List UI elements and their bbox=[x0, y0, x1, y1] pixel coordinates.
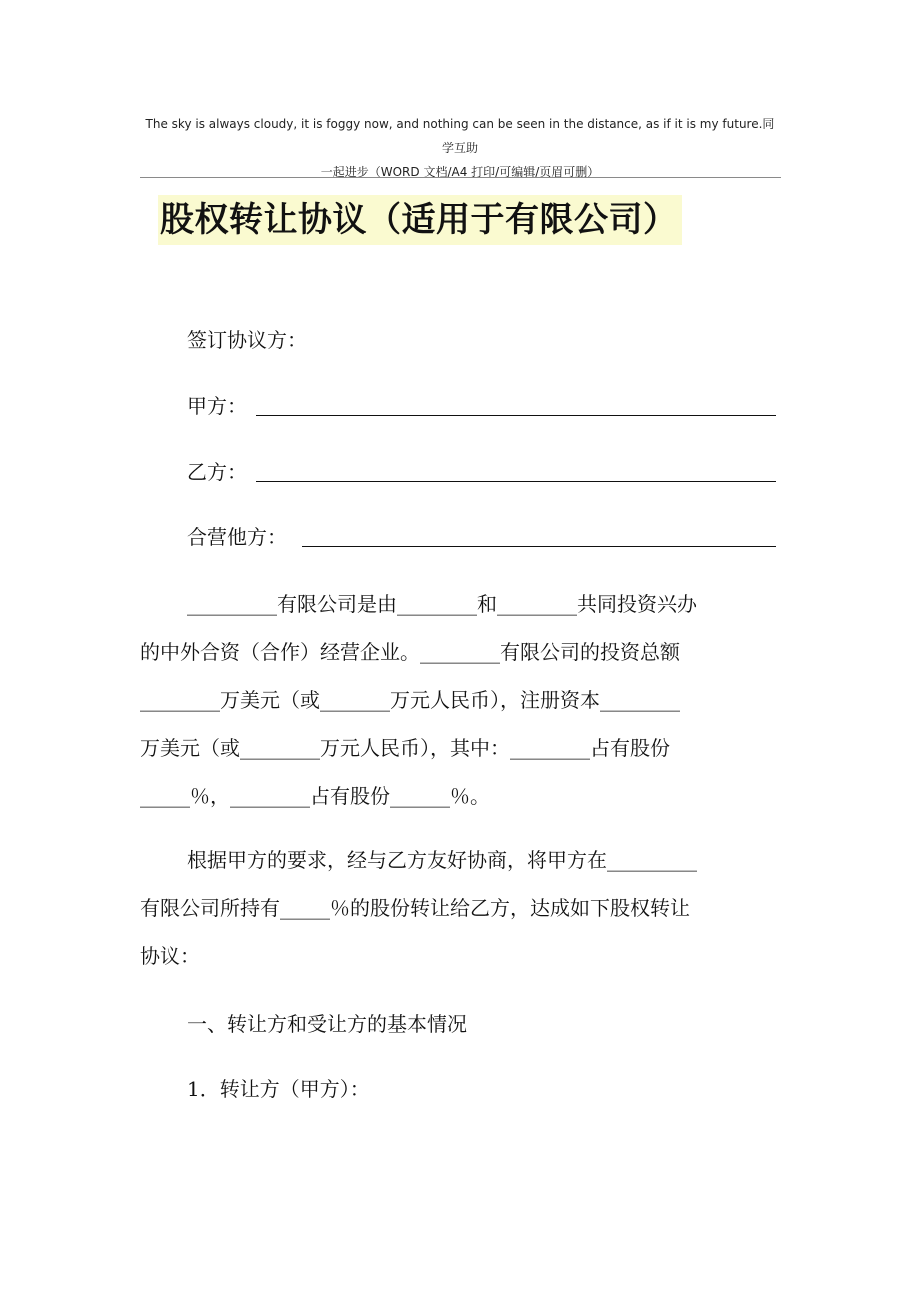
party-b-label: 乙方： bbox=[187, 460, 247, 484]
item-1-transferor: 1．转让方（甲方）： bbox=[187, 1077, 370, 1101]
paragraph-line: ________万美元（或_______万元人民币），注册资本________ bbox=[140, 688, 680, 712]
header-line-1: The sky is always cloudy, it is foggy now, and nothing can be seen in the distance, as if it is my future.同学互助 bbox=[145, 117, 775, 155]
paragraph-line: 协议： bbox=[140, 944, 200, 968]
page-header bbox=[140, 112, 780, 184]
document-title: 股权转让协议（适用于有限公司） bbox=[158, 195, 682, 245]
paragraph-line: 的中外合资（合作）经营企业。________有限公司的投资总额 bbox=[140, 640, 680, 664]
section-1-heading: 一、转让方和受让方的基本情况 bbox=[187, 1012, 467, 1036]
paragraph-investment bbox=[140, 580, 780, 820]
paragraph-line: 万美元（或________万元人民币），其中：________占有股份 bbox=[140, 736, 670, 760]
paragraph-transfer bbox=[140, 836, 780, 980]
paragraph-line: _________有限公司是由________和________共同投资兴办 bbox=[187, 592, 697, 616]
paragraph-line: _____％，________占有股份______％。 bbox=[140, 784, 490, 808]
party-b-blank bbox=[256, 481, 776, 482]
party-a-label: 甲方： bbox=[187, 394, 247, 418]
party-a-blank bbox=[256, 415, 776, 416]
signing-parties-label: 签订协议方： bbox=[187, 328, 307, 352]
other-parties-blank bbox=[302, 546, 776, 547]
header-line-2: 一起进步（WORD 文档/A4 打印/可编辑/页眉可删） bbox=[320, 165, 600, 179]
paragraph-line: 有限公司所持有_____％的股份转让给乙方，达成如下股权转让 bbox=[140, 896, 690, 920]
paragraph-line: 根据甲方的要求，经与乙方友好协商，将甲方在_________ bbox=[187, 848, 697, 872]
header-divider bbox=[140, 177, 781, 178]
other-parties-label: 合营他方： bbox=[187, 525, 287, 549]
